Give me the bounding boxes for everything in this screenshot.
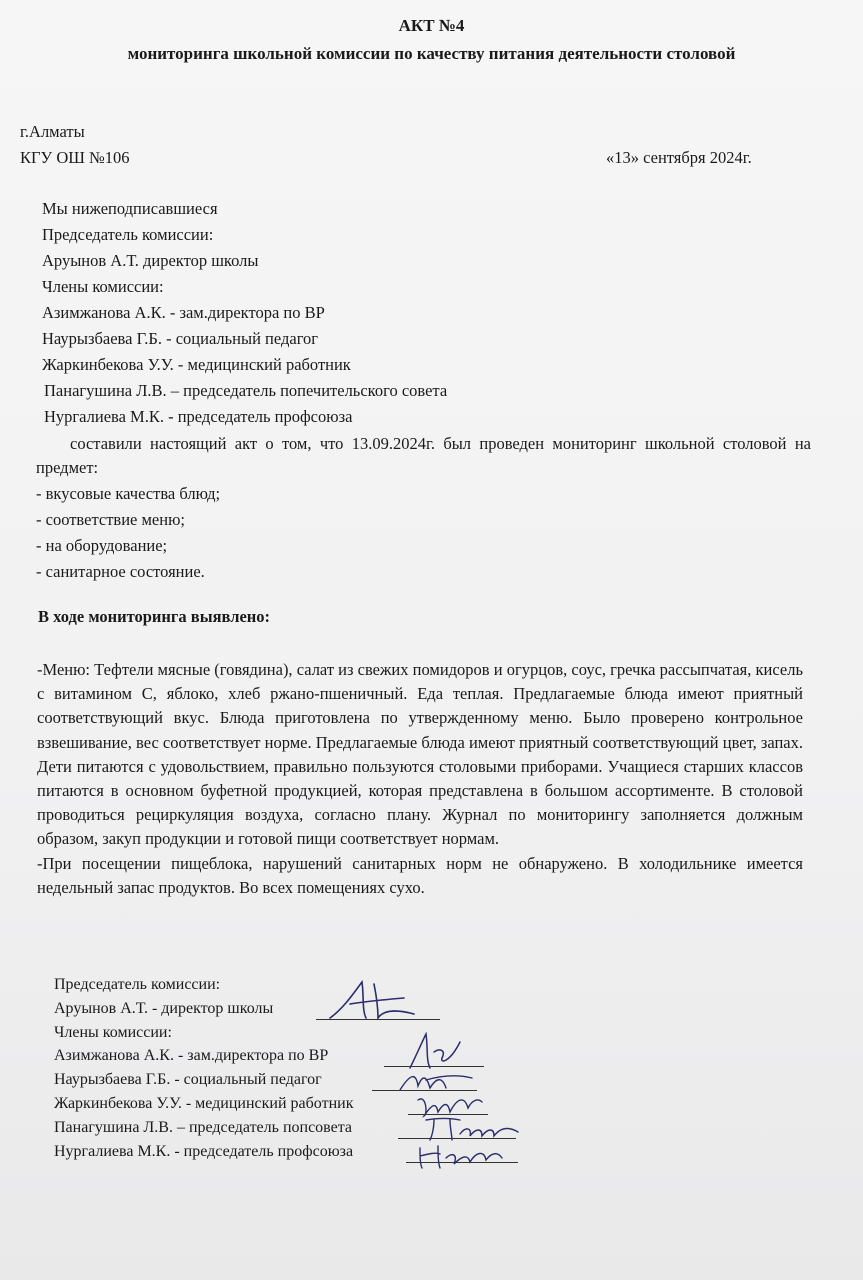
- member-line: Наурызбаева Г.Б. - социальный педагог: [42, 329, 319, 348]
- sign-member: Панагушина Л.В. – председатель попсовета: [54, 1119, 353, 1136]
- document-title: АКТ №4: [398, 16, 465, 35]
- member-line: Панагушина Л.В. – председатель попечительского совета: [44, 381, 448, 400]
- findings-body: [37, 658, 803, 900]
- subject-item: - на оборудование;: [36, 536, 168, 555]
- findings-paragraph: -Меню: Тефтели мясные (говядина), салат из свежих помидоров и огурцов, соус, гречка рассыпчатая, кисель с витамином С, яблоко, хлеб ржано-пшеничный. Еда теплая. Предлагаемые блюда имеют приятный соответствующий вкус. Блюда приготовлена по утвержденному меню. Было проверено контрольное взвешивание, вес соответствует норме. Предлагаемые блюда имеют приятный соответствующий цвет, запах. Дети питаются с удовольствием, правильно пользуются столовыми приборами. Учащиеся старших классов питаются в основном буфетной продукцией, которая представлена в большом ассортименте. В столовой проводиться рециркуляция воздуха, согласно плану. Журнал по мониторингу заполняется должным образом, закуп продукции и готовой пищи соответствует нормам.: [37, 660, 803, 849]
- members-label: Члены комиссии:: [42, 277, 164, 296]
- sign-member: Наурызбаева Г.Б. - социальный педагог: [54, 1071, 322, 1088]
- sign-member: Жаркинбекова У.У. - медицинский работник: [54, 1095, 354, 1112]
- subject-item: - санитарное состояние.: [36, 562, 205, 581]
- organization: КГУ ОШ №106: [20, 148, 130, 167]
- findings-paragraph: -При посещении пищеблока, нарушений санитарных норм не обнаружено. В холодильнике имеется недельный запас продуктов. Во всех помещениях сухо.: [37, 853, 803, 897]
- sign-member: Нургалиева М.К. - председатель профсоюза: [54, 1143, 354, 1160]
- intro-line: Мы нижеподписавшиеся: [42, 199, 218, 218]
- member-line: Жаркинбекова У.У. - медицинский работник: [42, 355, 351, 374]
- findings-heading: В ходе мониторинга выявлено:: [38, 607, 271, 626]
- chair-label: Председатель комиссии:: [42, 225, 214, 244]
- handwritten-signature: [414, 1138, 508, 1172]
- document-date: «13» сентября 2024г.: [606, 148, 752, 167]
- statement-paragraph: составили настоящий акт о том, что 13.09.2024г. был проведен мониторинг школьной столовой на предмет:: [36, 434, 811, 478]
- subject-item: - вкусовые качества блюд;: [36, 484, 221, 503]
- member-line: Нургалиева М.К. - председатель профсоюза: [44, 407, 353, 426]
- subject-item: - соответствие меню;: [36, 510, 185, 529]
- document-subtitle: мониторинга школьной комиссии по качеству питания деятельности столовой: [127, 44, 736, 63]
- sign-member: Азимжанова А.К. - зам.директора по ВР: [54, 1047, 329, 1064]
- handwritten-signature: [322, 978, 422, 1026]
- sign-chair-label: Председатель комиссии:: [54, 976, 221, 993]
- sign-chair-name: Аруынов А.Т. - директор школы: [54, 1000, 274, 1017]
- city: г.Алматы: [20, 122, 85, 141]
- chair-name: Аруынов А.Т. директор школы: [42, 251, 259, 270]
- sign-members-label: Члены комиссии:: [54, 1024, 172, 1041]
- member-line: Азимжанова А.К. - зам.директора по ВР: [42, 303, 325, 322]
